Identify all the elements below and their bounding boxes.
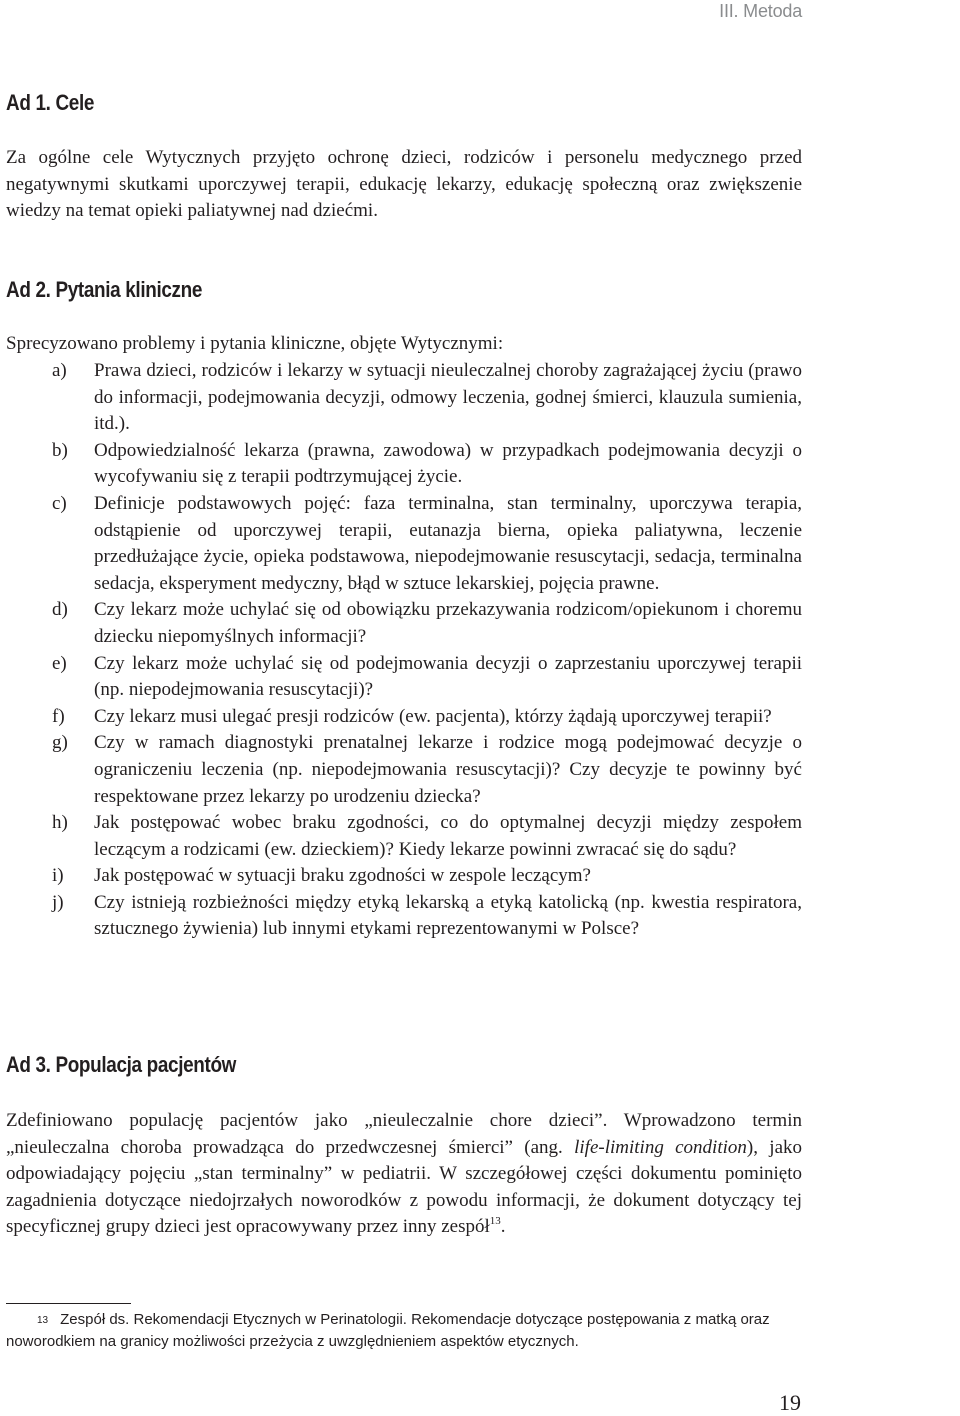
- list-item-text: Czy lekarz może uchylać się od obowiązku przekazywania rodzicom/opiekunom i choremu dziecku niepomyślnych informacji?: [94, 599, 802, 647]
- clinical-question-item: [6, 863, 802, 890]
- ad3-text-end: .: [500, 1216, 506, 1238]
- list-marker: d): [52, 599, 68, 621]
- section-text-ad3: [6, 1108, 802, 1241]
- list-marker: h): [52, 812, 68, 834]
- clinical-question-item: [6, 651, 802, 704]
- footnote-reference: 13: [489, 1215, 501, 1228]
- section-heading-ad2: Ad 2. Pytania kliniczne: [6, 277, 203, 302]
- footnote-number: 13: [37, 1315, 49, 1326]
- list-item-text: Czy lekarz może uchylać się od podejmowania decyzji o zaprzestaniu uporczywej terapii (np. niepodejmowania resuscytacji)?: [94, 652, 802, 701]
- list-marker: g): [52, 732, 68, 754]
- list-item-text: Odpowiedzialność lekarza (prawna, zawodowa) w przypadkach podejmowania decyzji o wycofywaniu się z terapii podtrzymującej życie.: [94, 439, 802, 488]
- footnote: [6, 1309, 806, 1353]
- ad3-italic-term: life-limiting condition: [574, 1136, 747, 1158]
- clinical-question-item: [6, 810, 802, 863]
- clinical-question-item: [6, 890, 802, 943]
- ad3-text-part2: ), jako odpowiadający pojęciu „stan terminalny” w pediatrii. W szczegółowej części dokumentu pominięto zagadnienia dotyczące niedojrzałych noworodków z powodu informacji, że dokument dotyczący tej specyficznej grupy dzieci jest opracowywany przez inny zespół: [6, 1136, 803, 1238]
- clinical-question-item: [6, 491, 802, 597]
- section-heading-ad3: Ad 3. Populacja pacjentów: [6, 1052, 237, 1077]
- ad3-text-part1: Zdefiniowano populację pacjentów jako „nieuleczalnie chore dzieci”. Wprowadzono termin „nieuleczalna choroba prowadząca do przedwczesnej śmierci” (ang.: [6, 1110, 802, 1158]
- running-head: III. Metoda: [719, 1, 802, 21]
- list-item-text: Czy w ramach diagnostyki prenatalnej lekarze i rodzice mogą podejmować decyzje o ograniczeniu leczenia (np. niepodejmowania resuscytacji)? Czy decyzje te powinny być respektowane przez lekarzy po urodzeniu dziecka?: [94, 732, 802, 807]
- clinical-question-item: [6, 438, 802, 491]
- page-number: 19: [779, 1390, 801, 1415]
- section-text-ad1: Za ogólne cele Wytycznych przyjęto ochronę dzieci, rodziców i personelu medycznego przed negatywnymi skutkami uporczywej terapii, edukację lekarzy, edukację społeczną oraz zwiększenie wiedzy na temat opieki paliatywnej nad dziećmi.: [6, 147, 802, 222]
- list-marker: a): [52, 360, 67, 381]
- list-item-text: Definicje podstawowych pojęć: faza terminalna, stan terminalny, uporczywa terapia, odstąpienie od uporczywej terapii, eutanazja bierna, opieka paliatywna, leczenie przedłużające życie, opieka podstawowa, niepodejmowanie resuscytacji, sedacja, terminalna sedacja, eksperyment medyczny, błąd w sztuce lekarskiej, pojęcia prawne.: [94, 492, 802, 594]
- list-item-text: Jak postępować w sytuacji braku zgodności w zespole leczącym?: [94, 865, 591, 887]
- list-marker: j): [52, 891, 64, 913]
- clinical-question-item: [6, 730, 802, 810]
- footnote-text: Zespół ds. Rekomendacji Etycznych w Perinatologii. Rekomendacje dotyczące postępowania z matką oraz noworodkiem na granicy możliwości przeżycia z uwzględnieniem aspektów etycznych.: [6, 1311, 770, 1350]
- list-marker: f): [52, 705, 65, 727]
- list-marker: b): [52, 439, 68, 461]
- list-marker: i): [52, 865, 64, 887]
- list-item-text: Czy istnieją rozbieżności między etyką lekarską a etyką katolicką (np. kwestia respiratora, sztucznego żywienia) lub innymi etykami reprezentowanymi w Polsce?: [94, 891, 802, 940]
- footnote-divider: [6, 1303, 131, 1304]
- clinical-questions-list: [6, 358, 802, 943]
- list-item-text: Prawa dzieci, rodziców i lekarzy w sytuacji nieuleczalnej choroby zagrażającej życiu (prawo do informacji, podejmowania decyzji, odmowy leczenia, godnej śmierci, klauzula sumienia, itd.).: [94, 360, 802, 435]
- clinical-question-item: [6, 704, 802, 731]
- clinical-question-item: [6, 358, 802, 438]
- section-heading-ad1: Ad 1. Cele: [6, 90, 95, 115]
- clinical-question-item: [6, 597, 802, 650]
- list-item-text: Czy lekarz musi ulegać presji rodziców (ew. pacjenta), którzy żądają uporczywej terapii?: [94, 705, 772, 727]
- section-intro-ad2: Sprecyzowano problemy i pytania kliniczne, objęte Wytycznymi:: [6, 333, 504, 354]
- list-marker: c): [52, 492, 67, 514]
- list-marker: e): [52, 652, 67, 674]
- list-item-text: Jak postępować wobec braku zgodności, co do optymalnej decyzji między zespołem leczącym a rodzicami (ew. dzieckiem)? Kiedy lekarze powinni zwracać się do sądu?: [94, 812, 802, 860]
